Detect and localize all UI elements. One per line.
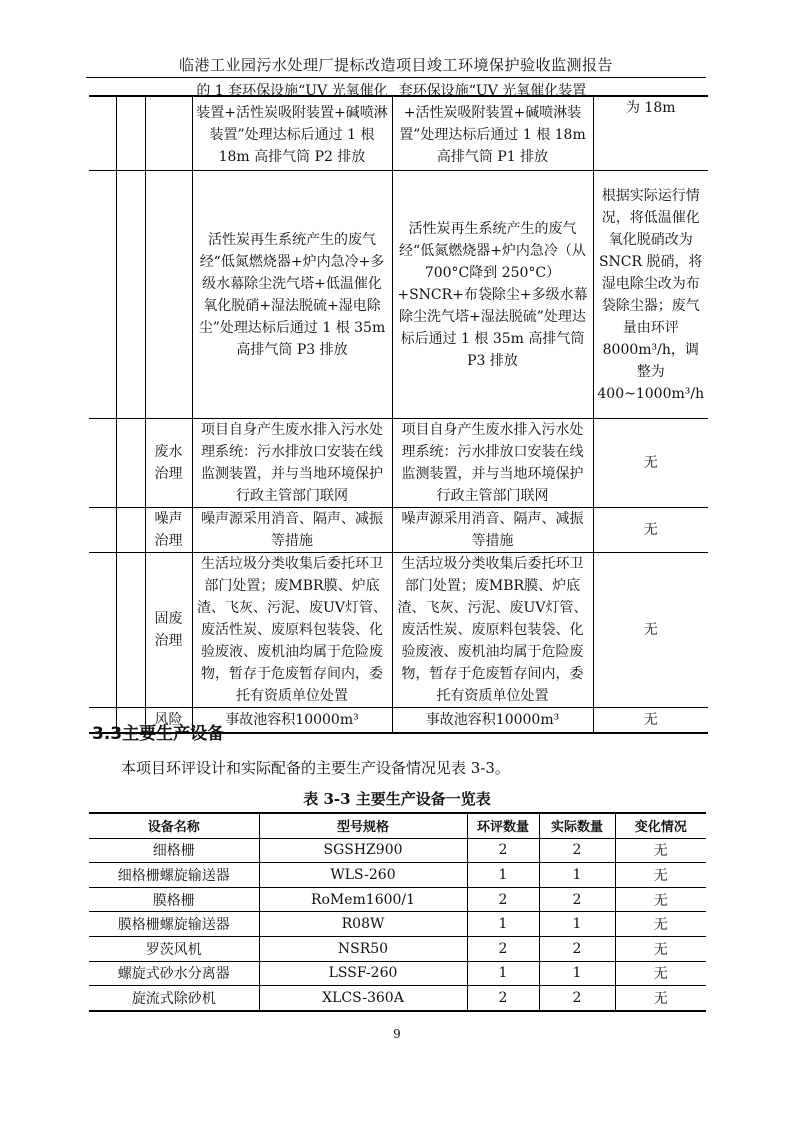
change-cell: 无 — [593, 508, 708, 553]
table-row — [89, 838, 706, 863]
category-cell — [145, 171, 192, 419]
blank-cell — [89, 96, 116, 171]
equipment-name-cell: 膜格栅螺旋输送器 — [89, 912, 259, 937]
column-header: 实际数量 — [539, 813, 615, 838]
blank-cell — [116, 171, 145, 419]
actual-cell: 活性炭再生系统产生的废气经“低氮燃烧器+炉内急冷（从 700°C降到 250°C）+SNCR+布袋除尘+多级水幕除尘洗气塔+湿法脱硫”处理达标后通过 1 根 35m 高排气筒 P3 排放 — [392, 171, 593, 419]
model-cell: SGSHZ900 — [259, 838, 467, 863]
actual-qty-cell: 1 — [539, 961, 615, 986]
model-cell: RoMem1600/1 — [259, 887, 467, 912]
page-header-title: 临港工业园污水处理厂提标改造项目竣工环境保护验收监测报告 — [178, 56, 613, 74]
planned-qty-cell: 1 — [467, 863, 539, 888]
equipment-name-cell: 螺旋式砂水分离器 — [89, 961, 259, 986]
design-cell: 项目自身产生废水排入污水处理系统：污水排放口安装在线监测装置，并与当地环境保护行政主管部门联网 — [192, 419, 392, 508]
equipment-table-body — [89, 838, 706, 1011]
blank-cell — [89, 419, 116, 508]
blank-cell — [116, 96, 145, 171]
table-row — [89, 96, 708, 171]
table-row — [89, 508, 708, 553]
actual-cell: 噪声源采用消音、隔声、减振等措施 — [392, 508, 593, 553]
design-cell: 事故池容积10000m³ — [192, 708, 392, 733]
change-cell: 无 — [615, 936, 706, 961]
table-row — [89, 553, 708, 708]
equipment-table — [89, 812, 706, 1012]
planned-qty-cell: 2 — [467, 838, 539, 863]
page-number: 9 — [393, 1027, 401, 1041]
design-cell: 噪声源采用消音、隔声、减振等措施 — [192, 508, 392, 553]
category-cell: 噪声治理 — [145, 508, 192, 553]
change-cell: 根据实际运行情况，将低温催化氧化脱硝改为 SNCR 脱硝，将湿电除尘改为布袋除尘器；废气量由环评 8000m³/h，调整为 400~1000m³/h — [593, 171, 708, 419]
blank-cell — [89, 171, 116, 419]
model-cell: WLS-260 — [259, 863, 467, 888]
planned-qty-cell: 2 — [467, 887, 539, 912]
change-cell: 无 — [615, 863, 706, 888]
change-cell-wrap — [593, 96, 708, 171]
table-row — [89, 863, 706, 888]
actual-cell: 事故池容积10000m³ — [392, 708, 593, 733]
environmental-measures-table — [89, 83, 708, 734]
table-header-row — [89, 813, 706, 838]
header-divider — [86, 77, 706, 78]
model-cell: NSR50 — [259, 936, 467, 961]
actual-qty-cell: 2 — [539, 936, 615, 961]
column-header: 型号规格 — [259, 813, 467, 838]
equipment-name-cell: 细格栅螺旋输送器 — [89, 863, 259, 888]
equipment-name-cell: 旋流式除砂机 — [89, 986, 259, 1011]
column-header: 变化情况 — [615, 813, 706, 838]
category-cell: 废水治理 — [145, 419, 192, 508]
change-cell: 无 — [593, 708, 708, 733]
design-cell: 活性炭再生系统产生的废气经“低氮燃烧器+炉内急冷+多级水幕除尘洗气塔+低温催化氧化脱硝+湿法脱硫+湿电除尘”处理达标后通过 1 根 35m 高排气筒 P3 排放 — [192, 171, 392, 419]
category-cell: 风险 — [145, 708, 192, 733]
actual-cell: 套环保设施“UV 光氧催化装置+活性炭吸附装置+碱喷淋装置”处理达标后通过 1 根 18m 高排气筒 P1 排放 — [398, 83, 587, 165]
section-paragraph: 本项目环评设计和实际配备的主要生产设备情况见表 3-3。 — [121, 759, 510, 777]
actual-qty-cell: 1 — [539, 863, 615, 888]
table-caption: 表 3-3 主要生产设备一览表 — [303, 790, 491, 808]
planned-qty-cell: 1 — [467, 912, 539, 937]
blank-cell — [116, 553, 145, 708]
design-cell-wrap — [192, 83, 392, 171]
table-row — [89, 171, 708, 419]
category-cell: 固废治理 — [145, 553, 192, 708]
column-header: 设备名称 — [89, 813, 259, 838]
model-cell: LSSF-260 — [259, 961, 467, 986]
actual-qty-cell: 1 — [539, 912, 615, 937]
actual-cell: 项目自身产生废水排入污水处理系统：污水排放口安装在线监测装置，并与当地环境保护行政主管部门联网 — [392, 419, 593, 508]
section-title: 3.3主要生产设备 — [92, 724, 225, 744]
table-row — [89, 961, 706, 986]
change-cell: 为 18m — [625, 100, 676, 116]
category-cell — [145, 96, 192, 171]
table-row — [89, 419, 708, 508]
column-header: 环评数量 — [467, 813, 539, 838]
actual-cell: 生活垃圾分类收集后委托环卫部门处置；废MBR膜、炉底渣、飞灰、污泥、废UV灯管、废活性炭、废原料包装袋、化验废液、废机油均属于危险废物，暂存于危废暂存间内，委托有资质单位处置 — [392, 553, 593, 708]
planned-qty-cell: 2 — [467, 986, 539, 1011]
table-row — [89, 936, 706, 961]
design-cell: 的 1 套环保设施“UV 光氧催化装置+活性炭吸附装置+碱喷淋装置”处理达标后通过 1 根 18m 高排气筒 P2 排放 — [196, 83, 388, 165]
equipment-name-cell: 膜格栅 — [89, 887, 259, 912]
actual-qty-cell: 2 — [539, 986, 615, 1011]
blank-cell — [89, 553, 116, 708]
change-cell: 无 — [615, 986, 706, 1011]
planned-qty-cell: 1 — [467, 961, 539, 986]
blank-cell — [116, 508, 145, 553]
table-row — [89, 912, 706, 937]
change-cell: 无 — [615, 912, 706, 937]
blank-cell — [116, 419, 145, 508]
model-cell: XLCS-360A — [259, 986, 467, 1011]
change-cell: 无 — [593, 419, 708, 508]
change-cell: 无 — [615, 961, 706, 986]
change-cell: 无 — [615, 887, 706, 912]
actual-qty-cell: 2 — [539, 838, 615, 863]
table-row — [89, 986, 706, 1011]
equipment-name-cell: 罗茨风机 — [89, 936, 259, 961]
change-cell: 无 — [593, 553, 708, 708]
model-cell: R08W — [259, 912, 467, 937]
planned-qty-cell: 2 — [467, 936, 539, 961]
change-cell: 无 — [615, 838, 706, 863]
design-cell: 生活垃圾分类收集后委托环卫部门处置；废MBR膜、炉底渣、飞灰、污泥、废UV灯管、废活性炭、废原料包装袋、化验废液、废机油均属于危险废物，暂存于危废暂存间内，委托有资质单位处置 — [192, 553, 392, 708]
actual-cell-wrap — [392, 83, 593, 171]
blank-cell — [89, 508, 116, 553]
table-row — [89, 887, 706, 912]
equipment-name-cell: 细格栅 — [89, 838, 259, 863]
actual-qty-cell: 2 — [539, 887, 615, 912]
